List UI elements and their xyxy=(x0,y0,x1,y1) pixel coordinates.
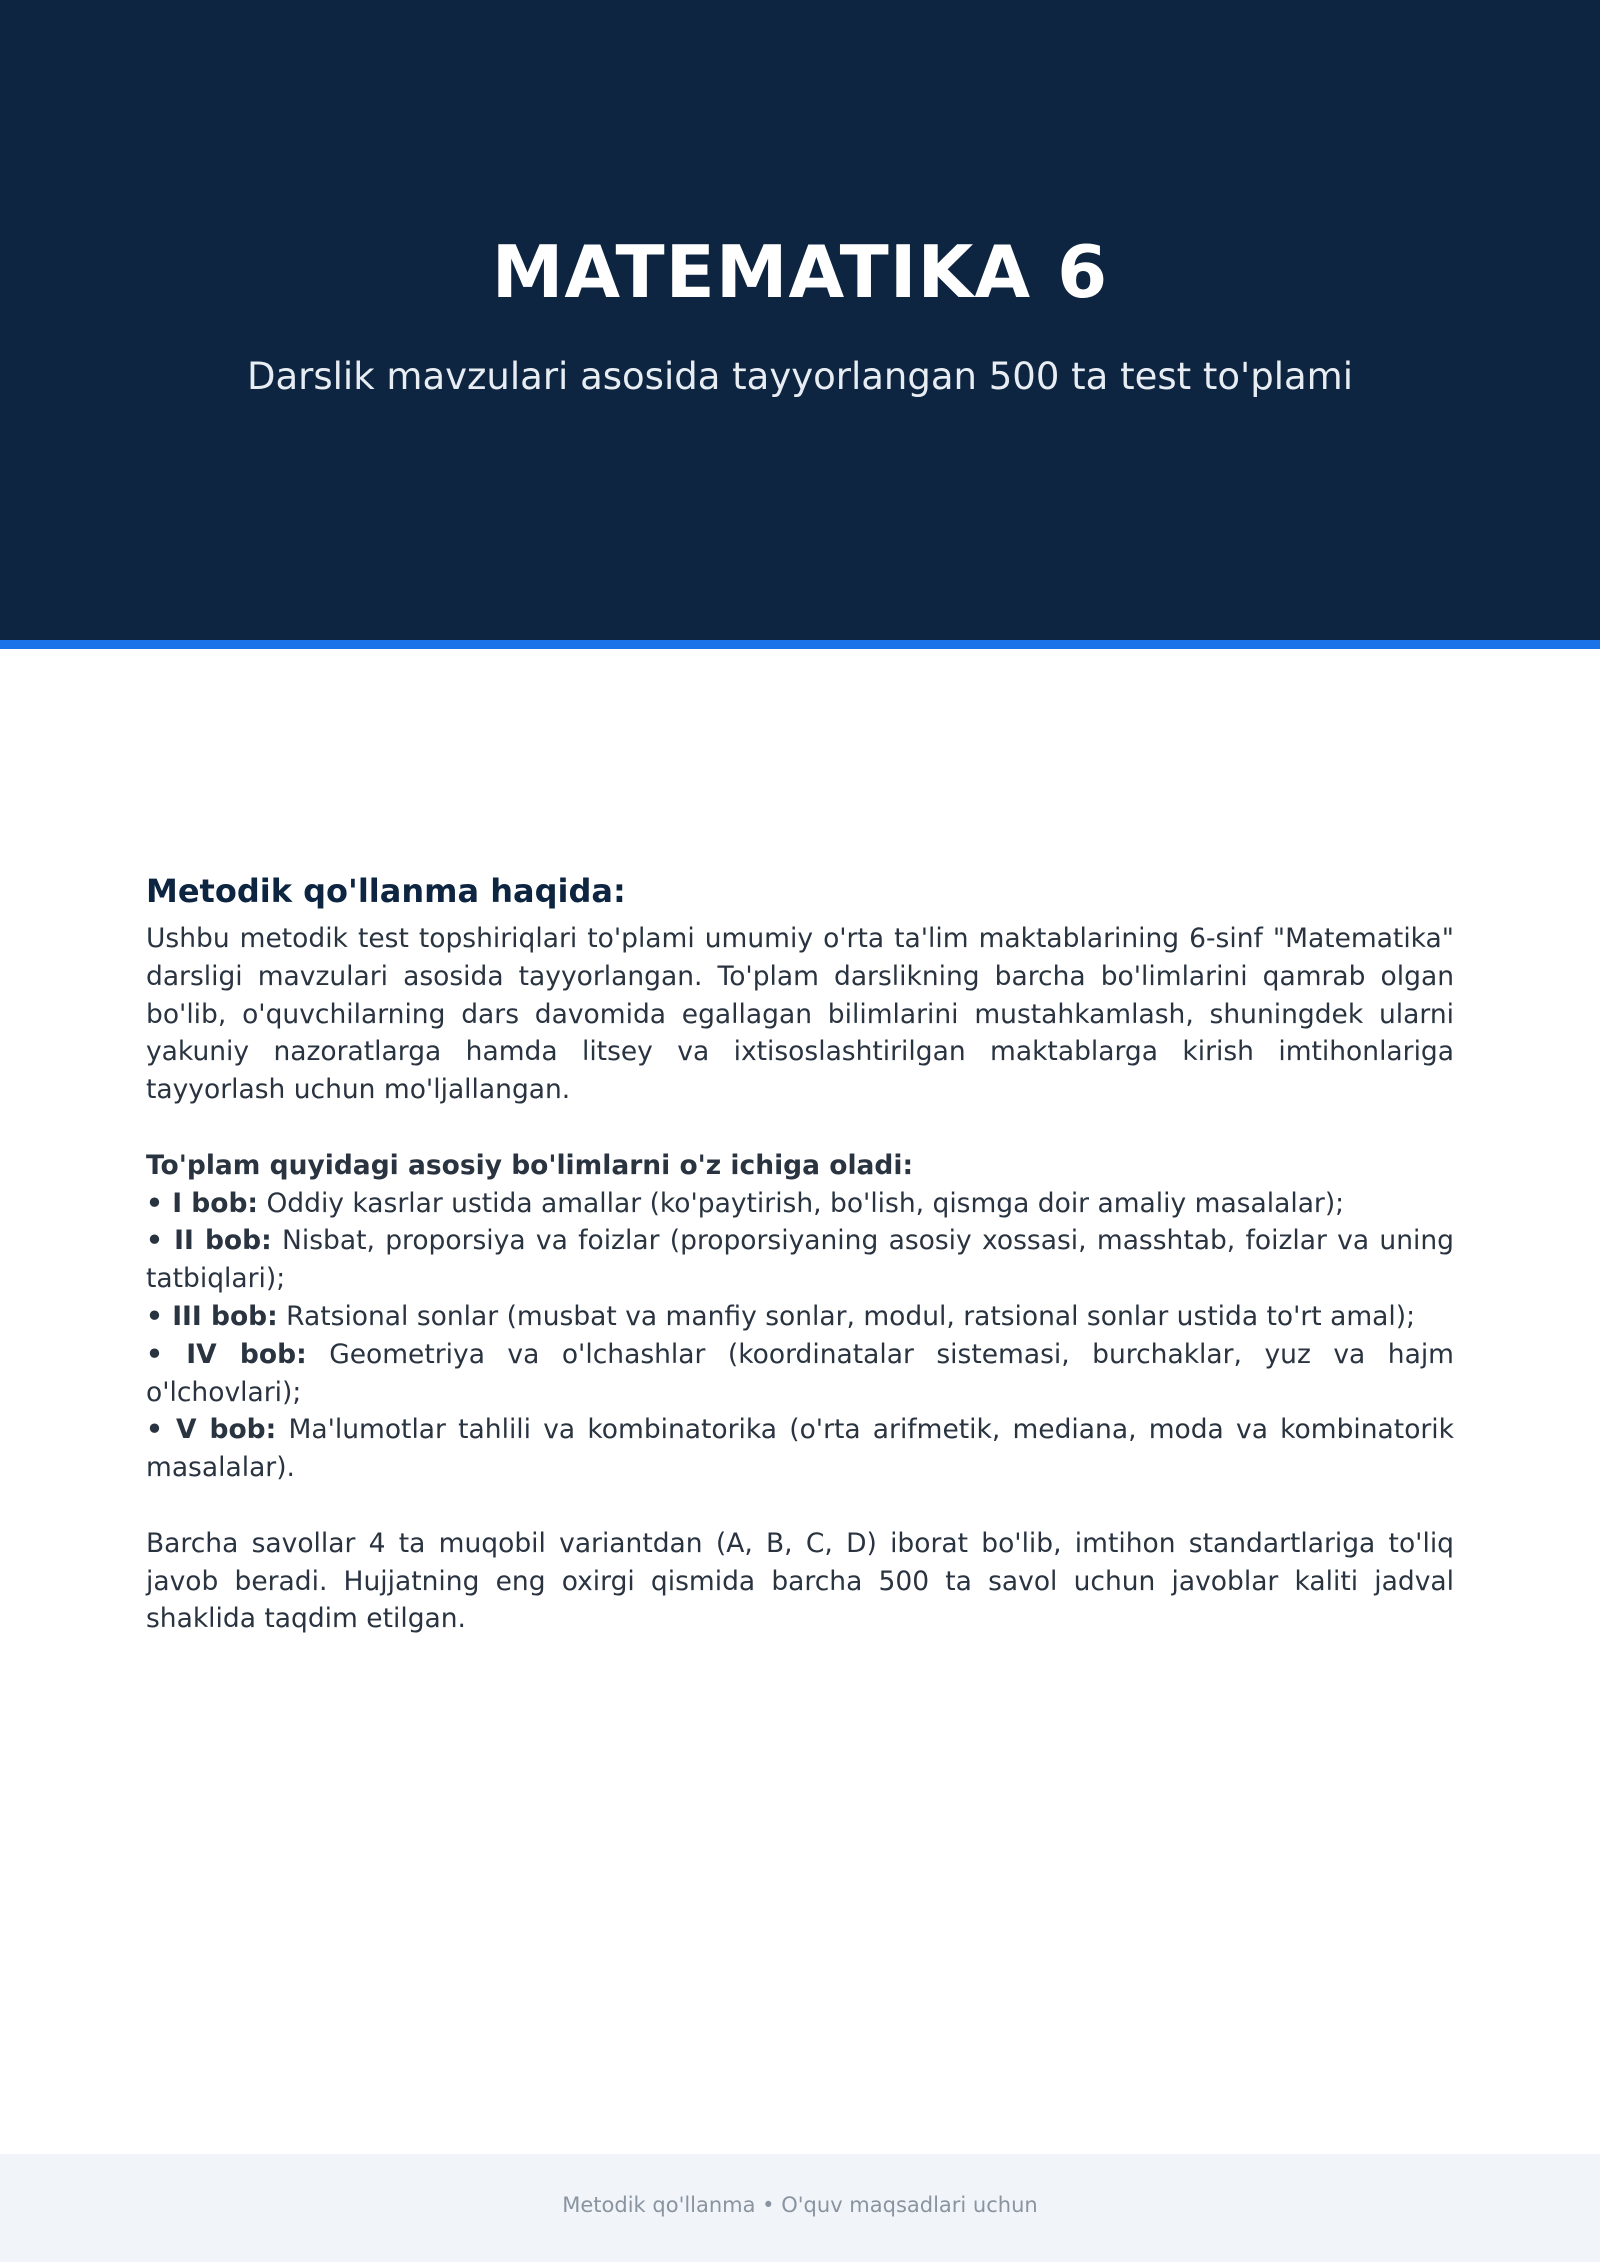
chapter-description: Ratsional sonlar (musbat va manfiy sonlar, modul, ratsional sonlar ustida to'rt amal); xyxy=(277,1300,1416,1332)
chapter-label: II bob: xyxy=(174,1225,272,1257)
spacer xyxy=(146,1109,1454,1147)
chapter-label: III bob: xyxy=(172,1300,278,1332)
chapter-description: Ma'lumotlar tahlili va kombinatorika (o'rta arifmetik, mediana, moda va kombinatorik masalalar). xyxy=(146,1414,1455,1484)
bullet: • xyxy=(146,1414,163,1446)
header-accent-divider xyxy=(0,640,1600,649)
chapter-description: Oddiy kasrlar ustida amallar (ko'paytirish, bo'lish, qismga doir amaliy masalalar); xyxy=(258,1187,1345,1219)
bullet: • xyxy=(146,1338,163,1370)
closing-paragraph: Barcha savollar 4 ta muqobil variantdan (A, B, C, D) iborat bo'lib, imtihon standartlariga to'liq javob beradi. Hujjatning eng oxirgi qismida barcha 500 ta savol uchun javoblar kaliti jadval shaklida taqdim etilgan. xyxy=(146,1527,1454,1635)
chapter-label: I bob: xyxy=(172,1187,259,1219)
spacer xyxy=(146,1487,1454,1525)
document-title: MATEMATIKA 6 xyxy=(491,230,1109,314)
chapter-label: IV bob: xyxy=(186,1338,307,1370)
chapter-item-5 xyxy=(146,1411,1454,1487)
chapter-label: V bob: xyxy=(175,1414,277,1446)
chapter-item-3 xyxy=(146,1298,1454,1336)
cover-header xyxy=(0,0,1600,640)
chapter-item-4 xyxy=(146,1336,1454,1412)
intro-paragraph: Ushbu metodik test topshiriqlari to'plami umumiy o'rta ta'lim maktablarining 6-sinf "Matematika" darsligi mavzulari asosida tayyorlangan. To'plam darslikning barcha bo'limlarini qamrab olgan bo'lib, o'quvchilarning dars davomida egallagan bilimlarini mustahkamlash, shuningdek ularni yakuniy nazoratlarga hamda litsey va ixtisoslashtirilgan maktablarga kirish imtihonlariga tayyorlash uchun mo'ljallangan. xyxy=(146,923,1454,1106)
chapter-description: Geometriya va o'lchashlar (koordinatalar sistemasi, burchaklar, yuz va hajm o'lchovlari); xyxy=(146,1338,1454,1408)
about-section xyxy=(146,866,1454,1638)
chapter-item-1 xyxy=(146,1185,1454,1223)
footer-text: Metodik qo'llanma • O'quv maqsadlari uchun xyxy=(562,2193,1038,2217)
bullet: • xyxy=(146,1187,163,1219)
document-subtitle: Darslik mavzulari asosida tayyorlangan 500 ta test to'plami xyxy=(247,355,1353,398)
chapter-description: Nisbat, proporsiya va foizlar (proporsiyaning asosiy xossasi, masshtab, foizlar va uning tatbiqlari); xyxy=(146,1225,1454,1295)
chapter-item-2 xyxy=(146,1222,1454,1298)
page-footer xyxy=(0,2154,1600,2262)
section-heading: Metodik qo'llanma haqida: xyxy=(146,872,626,910)
chapter-list-heading: To'plam quyidagi asosiy bo'limlarni o'z ichiga oladi: xyxy=(146,1149,914,1181)
bullet: • xyxy=(146,1300,163,1332)
bullet: • xyxy=(146,1225,163,1257)
